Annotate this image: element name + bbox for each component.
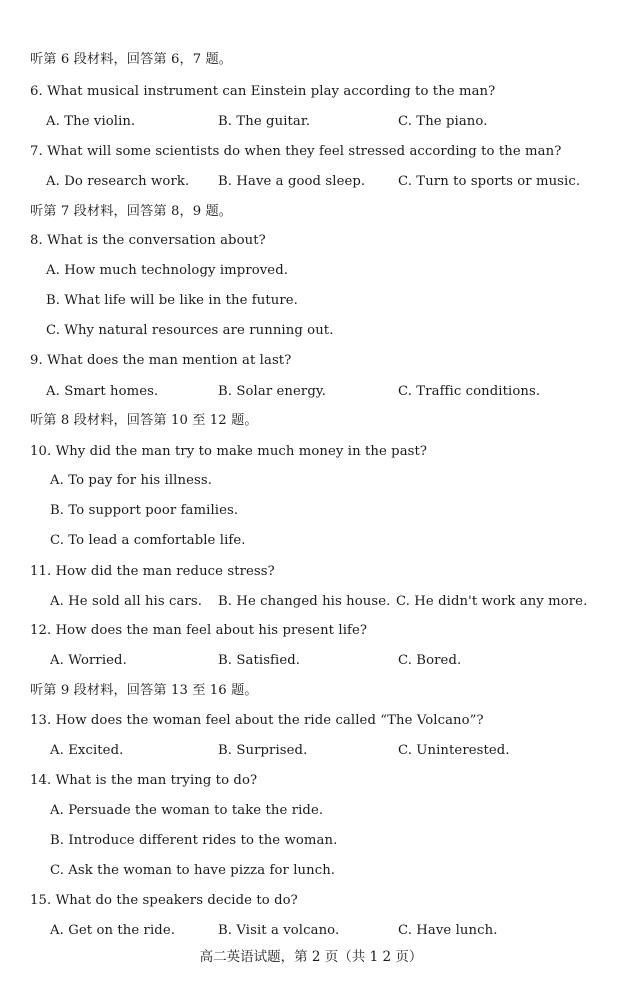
question-15-options xyxy=(0,920,622,942)
option-a: A. Do research work. xyxy=(46,174,190,189)
option-a: A. Smart homes. xyxy=(46,384,159,399)
question-7-options xyxy=(0,171,622,193)
question-10-stem: 10. Why did the man try to make much money in the past? xyxy=(30,444,428,459)
question-8-stem: 8. What is the conversation about? xyxy=(30,233,266,248)
question-7-stem: 7. What will some scientists do when they feel stressed according to the man? xyxy=(30,144,562,159)
section-heading-9: 听第 9 段材料，回答第 13 至 16 题。 xyxy=(30,683,258,698)
section-heading-6: 听第 6 段材料，回答第 6，7 题。 xyxy=(30,52,233,67)
question-10-option-a: A. To pay for his illness. xyxy=(50,473,213,488)
option-a: A. Worried. xyxy=(50,653,127,668)
option-b: B. He changed his house. xyxy=(218,594,391,609)
question-13-options xyxy=(0,740,622,762)
option-b: B. Solar energy. xyxy=(218,384,326,399)
question-8-option-c: C. Why natural resources are running out. xyxy=(46,323,334,338)
section-heading-8: 听第 8 段材料，回答第 10 至 12 题。 xyxy=(30,413,258,428)
question-12-stem: 12. How does the man feel about his present life? xyxy=(30,623,368,638)
question-14-stem: 14. What is the man trying to do? xyxy=(30,773,258,788)
question-10-option-b: B. To support poor families. xyxy=(50,503,239,518)
option-c: C. Have lunch. xyxy=(398,923,498,938)
section-heading-7: 听第 7 段材料，回答第 8，9 题。 xyxy=(30,204,233,219)
option-b: B. Have a good sleep. xyxy=(218,174,366,189)
question-8-option-a: A. How much technology improved. xyxy=(46,263,289,278)
option-b: B. Surprised. xyxy=(218,743,308,758)
question-14-option-b: B. Introduce different rides to the woman. xyxy=(50,833,338,848)
question-10-option-c: C. To lead a comfortable life. xyxy=(50,533,246,548)
question-6-options xyxy=(0,111,622,133)
option-c: C. He didn't work any more. xyxy=(396,594,588,609)
option-a: A. Excited. xyxy=(50,743,124,758)
option-a: A. He sold all his cars. xyxy=(50,594,203,609)
option-a: A. Get on the ride. xyxy=(50,923,176,938)
option-b: B. Visit a volcano. xyxy=(218,923,340,938)
option-a: A. The violin. xyxy=(46,114,136,129)
option-c: C. Turn to sports or music. xyxy=(398,174,581,189)
option-c: C. Uninterested. xyxy=(398,743,510,758)
question-9-options xyxy=(0,381,622,403)
option-b: B. Satisfied. xyxy=(218,653,301,668)
option-c: C. The piano. xyxy=(398,114,488,129)
question-15-stem: 15. What do the speakers decide to do? xyxy=(30,893,298,908)
question-9-stem: 9. What does the man mention at last? xyxy=(30,353,292,368)
question-13-stem: 13. How does the woman feel about the ride called “The Volcano”? xyxy=(30,713,484,728)
page-footer: 高二英语试题，第 2 页（共 1 2 页） xyxy=(199,949,423,965)
question-14-option-c: C. Ask the woman to have pizza for lunch. xyxy=(50,863,336,878)
question-14-option-a: A. Persuade the woman to take the ride. xyxy=(50,803,324,818)
question-6-stem: 6. What musical instrument can Einstein play according to the man? xyxy=(30,84,496,99)
question-12-options xyxy=(0,650,622,672)
question-11-options xyxy=(0,591,622,613)
option-c: C. Bored. xyxy=(398,653,462,668)
option-c: C. Traffic conditions. xyxy=(398,384,541,399)
question-11-stem: 11. How did the man reduce stress? xyxy=(30,564,275,579)
question-8-option-b: B. What life will be like in the future. xyxy=(46,293,298,308)
option-b: B. The guitar. xyxy=(218,114,311,129)
